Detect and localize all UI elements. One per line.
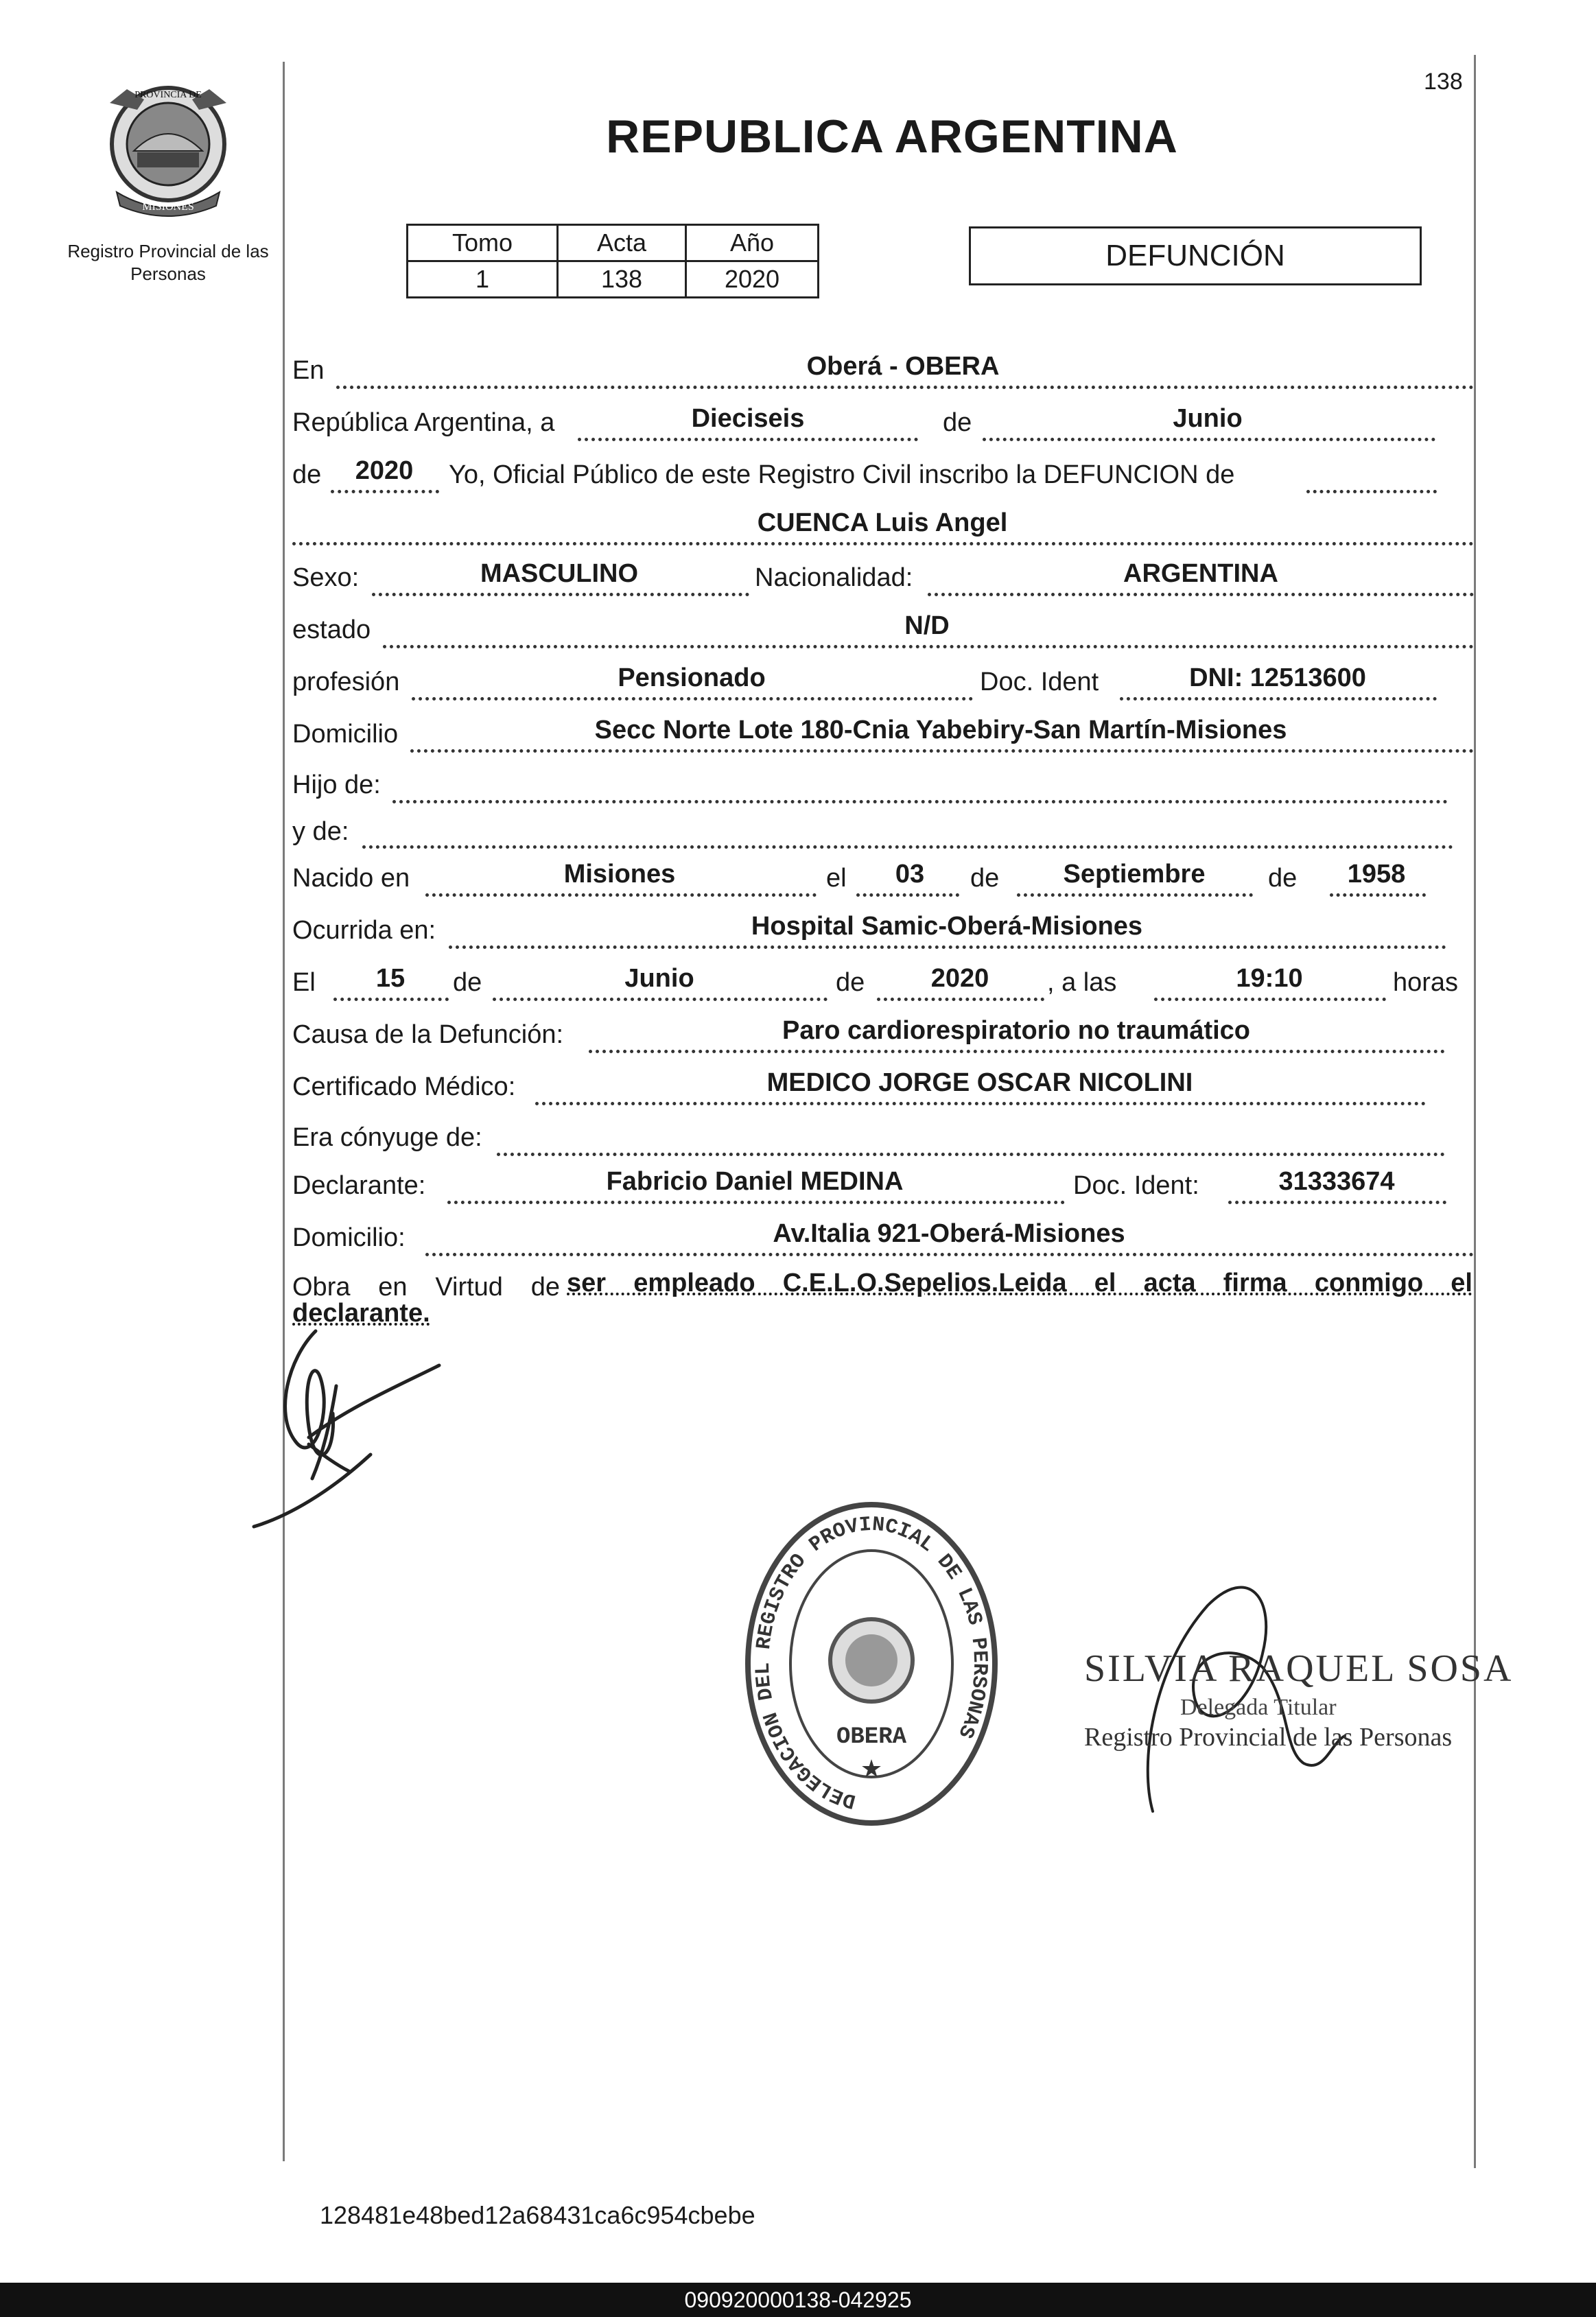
month-dots	[983, 438, 1435, 441]
de-label-1: de	[943, 408, 972, 437]
doc-ident-label: Doc. Ident	[980, 668, 1099, 696]
birth-month: Septiembre	[1063, 860, 1206, 889]
horas-label: horas	[1393, 968, 1459, 997]
de-label-6: de	[836, 968, 865, 997]
footer-code: 090920000138-042925	[0, 2283, 1596, 2317]
de-label-5: de	[453, 968, 482, 997]
page-number: 138	[1424, 69, 1463, 95]
domicilio-value: Secc Norte Lote 180-Cnia Yabebiry-San Martín-Misiones	[594, 716, 1287, 744]
ocurrida-dots	[449, 945, 1446, 949]
crest-top-text: PROVINCIA DE	[134, 90, 202, 100]
causa-value: Paro cardiorespiratorio no traumático	[782, 1016, 1251, 1045]
right-margin-line	[1474, 55, 1476, 2168]
oficial-dots	[1306, 490, 1437, 493]
obra-value: ser empleado C.E.L.O.Sepelios.Leida el acta firma conmigo el declarante.	[292, 1269, 1472, 1328]
domicilio-dots	[410, 749, 1474, 753]
republica-label: República Argentina, a	[292, 408, 555, 437]
doc-ident2-label: Doc. Ident:	[1073, 1171, 1199, 1200]
nacionalidad-label: Nacionalidad:	[755, 563, 913, 592]
declarant-signature	[247, 1317, 453, 1544]
declarante-label: Declarante:	[292, 1171, 426, 1200]
tomo-value: 1	[408, 261, 558, 298]
causa-dots	[589, 1050, 1445, 1053]
domicilio-label: Domicilio	[292, 720, 399, 749]
year-value: 2020	[355, 456, 414, 485]
en-value: Oberá - OBERA	[806, 352, 1000, 381]
death-day: 15	[375, 964, 406, 993]
name-dots	[292, 542, 1474, 545]
stamp-star-icon: ★	[860, 1754, 883, 1783]
deceased-name: CUENCA Luis Angel	[757, 508, 1008, 537]
yde-label: y de:	[292, 817, 349, 846]
de-label-4: de	[1268, 864, 1298, 893]
acta-value: 138	[558, 261, 686, 298]
de-label-3: de	[970, 864, 1000, 893]
nacido-value: Misiones	[563, 860, 676, 889]
doc-ident2-dots	[1228, 1201, 1446, 1204]
estado-value: N/D	[904, 611, 950, 640]
causa-label: Causa de la Defunción:	[292, 1020, 564, 1049]
conyuge-label: Era cónyuge de:	[292, 1123, 482, 1152]
stamp-city: OBERA	[836, 1724, 907, 1750]
oficial-text: Yo, Oficial Público de este Registro Civil inscribo la DEFUNCION de	[449, 460, 1235, 489]
profesion-dots	[412, 697, 973, 701]
document-type-box: DEFUNCIÓN	[969, 226, 1422, 285]
sexo-value: MASCULINO	[480, 559, 639, 588]
death-month-dots	[493, 998, 828, 1001]
death-time-dots	[1154, 998, 1386, 1001]
birth-year: 1958	[1347, 860, 1406, 889]
doc-ident-value: DNI: 12513600	[1189, 663, 1366, 692]
registry-left-label: Registro Provincial de las Personas	[67, 241, 269, 284]
domicilio2-dots	[425, 1253, 1474, 1256]
doc-ident2-value: 31333674	[1278, 1167, 1395, 1196]
birth-day: 03	[895, 860, 925, 889]
en-label: En	[292, 356, 325, 385]
acta-header: Acta	[558, 225, 686, 261]
delegation-stamp	[741, 1496, 1002, 1832]
death-day-dots	[333, 998, 449, 1001]
nacionalidad-dots	[928, 593, 1474, 596]
left-margin-line	[283, 62, 285, 2161]
page-title: REPUBLICA ARGENTINA	[606, 110, 1178, 163]
sexo-label: Sexo:	[292, 563, 360, 592]
anio-value: 2020	[686, 261, 819, 298]
nacionalidad-value: ARGENTINA	[1123, 559, 1278, 588]
obra-label: Obra en Virtud de	[292, 1273, 560, 1302]
month-value: Junio	[1173, 404, 1243, 433]
document-hash: 128481e48bed12a68431ca6c954cbebe	[320, 2201, 755, 2229]
birth-month-dots	[1017, 893, 1253, 897]
el-label: el	[826, 864, 847, 893]
estado-label: estado	[292, 615, 371, 644]
officer-signature	[1125, 1557, 1400, 1825]
provincia-misiones-crest	[96, 75, 240, 220]
tomo-header: Tomo	[408, 225, 558, 261]
sexo-dots	[372, 593, 749, 596]
death-month: Junio	[624, 964, 694, 993]
day-value: Dieciseis	[691, 404, 805, 433]
death-year: 2020	[930, 964, 989, 993]
alas-label: , a las	[1047, 968, 1117, 997]
declarante-value: Fabricio Daniel MEDINA	[606, 1167, 904, 1196]
certificado-value: MEDICO JORGE OSCAR NICOLINI	[766, 1068, 1193, 1097]
death-year-dots	[877, 998, 1044, 1001]
hijo-dots	[392, 800, 1448, 803]
birth-day-dots	[856, 893, 959, 897]
nacido-label: Nacido en	[292, 864, 410, 893]
death-time: 19:10	[1236, 964, 1303, 993]
book-reference-table	[406, 224, 819, 298]
doc-ident-dots	[1120, 697, 1437, 701]
day-dots	[578, 438, 918, 441]
officer-registry: Registro Provincial de las Personas	[1084, 1723, 1453, 1752]
conyuge-dots	[497, 1153, 1445, 1156]
stamp-ring-text: DELEGACION DEL REGISTRO PROVINCIAL DE LAS PERSONAS	[751, 1513, 991, 1813]
birth-year-dots	[1330, 893, 1426, 897]
officer-role: Delegada Titular	[1180, 1695, 1337, 1720]
certificado-dots	[535, 1102, 1426, 1105]
officer-name: SILVIA RAQUEL SOSA	[1084, 1647, 1514, 1690]
profesion-value: Pensionado	[618, 663, 766, 692]
domicilio2-value: Av.Italia 921-Oberá-Misiones	[773, 1219, 1125, 1248]
anio-header: Año	[686, 225, 819, 261]
ocurrida-label: Ocurrida en:	[292, 916, 436, 945]
crest-bottom-text: MISIONES	[142, 201, 194, 213]
certificado-label: Certificado Médico:	[292, 1072, 516, 1101]
en-dots	[336, 386, 1474, 389]
nacido-dots	[425, 893, 817, 897]
de-label-2: de	[292, 460, 322, 489]
year-dots	[331, 490, 439, 493]
hijo-label: Hijo de:	[292, 771, 381, 799]
El-label: El	[292, 968, 316, 997]
ocurrida-value: Hospital Samic-Oberá-Misiones	[751, 912, 1143, 941]
profesion-label: profesión	[292, 668, 400, 696]
yde-dots	[362, 845, 1453, 849]
declarante-dots	[447, 1201, 1065, 1204]
estado-dots	[383, 645, 1474, 648]
domicilio2-label: Domicilio:	[292, 1223, 406, 1252]
